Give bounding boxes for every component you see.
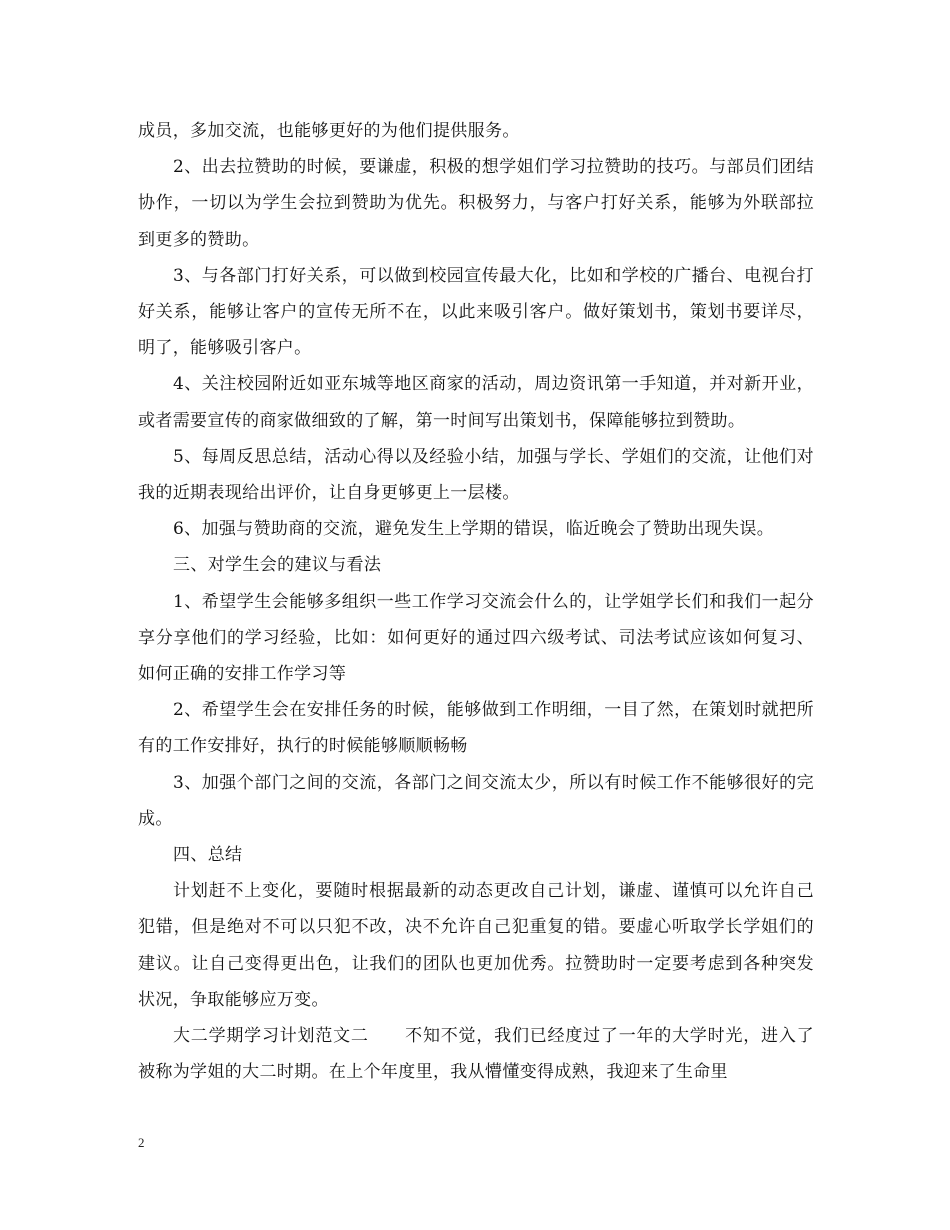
sample-two-paragraph [138, 1018, 814, 1090]
page-number: 2 [138, 1135, 145, 1150]
suggestion-item-1: 1、希望学生会能够多组织一些工作学习交流会什么的，让学姐学长们和我们一起分享分享他们的学习经验，比如：如何更好的通过四六级考试、司法考试应该如何复习、如何正确的安排工作学习等 [138, 591, 814, 685]
paragraph-item-5: 5、每周反思总结，活动心得以及经验小结，加强与学长、学姐们的交流，让他们对我的近期表现给出评价，让自身更够更上一层楼。 [138, 446, 814, 504]
paragraph-item-3: 3、与各部门打好关系，可以做到校园宣传最大化，比如和学校的广播台、电视台打好关系，能够让客户的宣传无所不在，以此来吸引客户。做好策划书，策划书要详尽，明了，能够吸引客户。 [138, 265, 814, 359]
summary-paragraph: 计划赶不上变化，要随时根据最新的动态更改自己计划，谦虚、谨慎可以允许自己犯错，但是绝对不可以只犯不改，决不允许自己犯重复的错。要虚心听取学长学姐们的建议。让自己变得更出色，让我们的团队也更加优秀。拉赞助时一定要考虑到各种突发状况，争取能够应万变。 [138, 881, 814, 1010]
paragraph-item-2: 2、出去拉赞助的时候，要谦虚，积极的想学姐们学习拉赞助的技巧。与部员们团结协作，一切以为学生会拉到赞助为优先。积极努力，与客户打好关系，能够为外联部拉到更多的赞助。 [138, 157, 814, 250]
section-heading-suggestions: 三、对学生会的建议与看法 [173, 555, 382, 576]
document-body [138, 113, 814, 1090]
section-heading-summary: 四、总结 [173, 845, 243, 866]
sample-two-body: 不知不觉，我们已经度过了一年的大学时光，进入了被称为学姐的大二时期。在上个年度里，我从懵懂变得成熟，我迎来了生命里 [138, 1026, 814, 1083]
suggestion-item-3: 3、加强个部门之间的交流，各部门之间交流太少，所以有时候工作不能够很好的完成。 [138, 772, 814, 829]
paragraph-item-6: 6、加强与赞助商的交流，避免发生上学期的错误，临近晚会了赞助出现失误。 [173, 519, 775, 540]
suggestion-item-2: 2、希望学生会在安排任务的时候，能够做到工作明细，一目了然，在策划时就把所有的工作安排好，执行的时候能够顺顺畅畅 [138, 700, 814, 757]
sample-two-heading: 大二学期学习计划范文二 [173, 1026, 369, 1047]
paragraph-continued: 成员，多加交流，也能够更好的为他们提供服务。 [138, 121, 520, 141]
paragraph-item-4: 4、关注校园附近如亚东城等地区商家的活动，周边资讯第一手知道，并对新开业，或者需要宣传的商家做细致的了解，第一时间写出策划书，保障能够拉到赞助。 [138, 374, 814, 431]
